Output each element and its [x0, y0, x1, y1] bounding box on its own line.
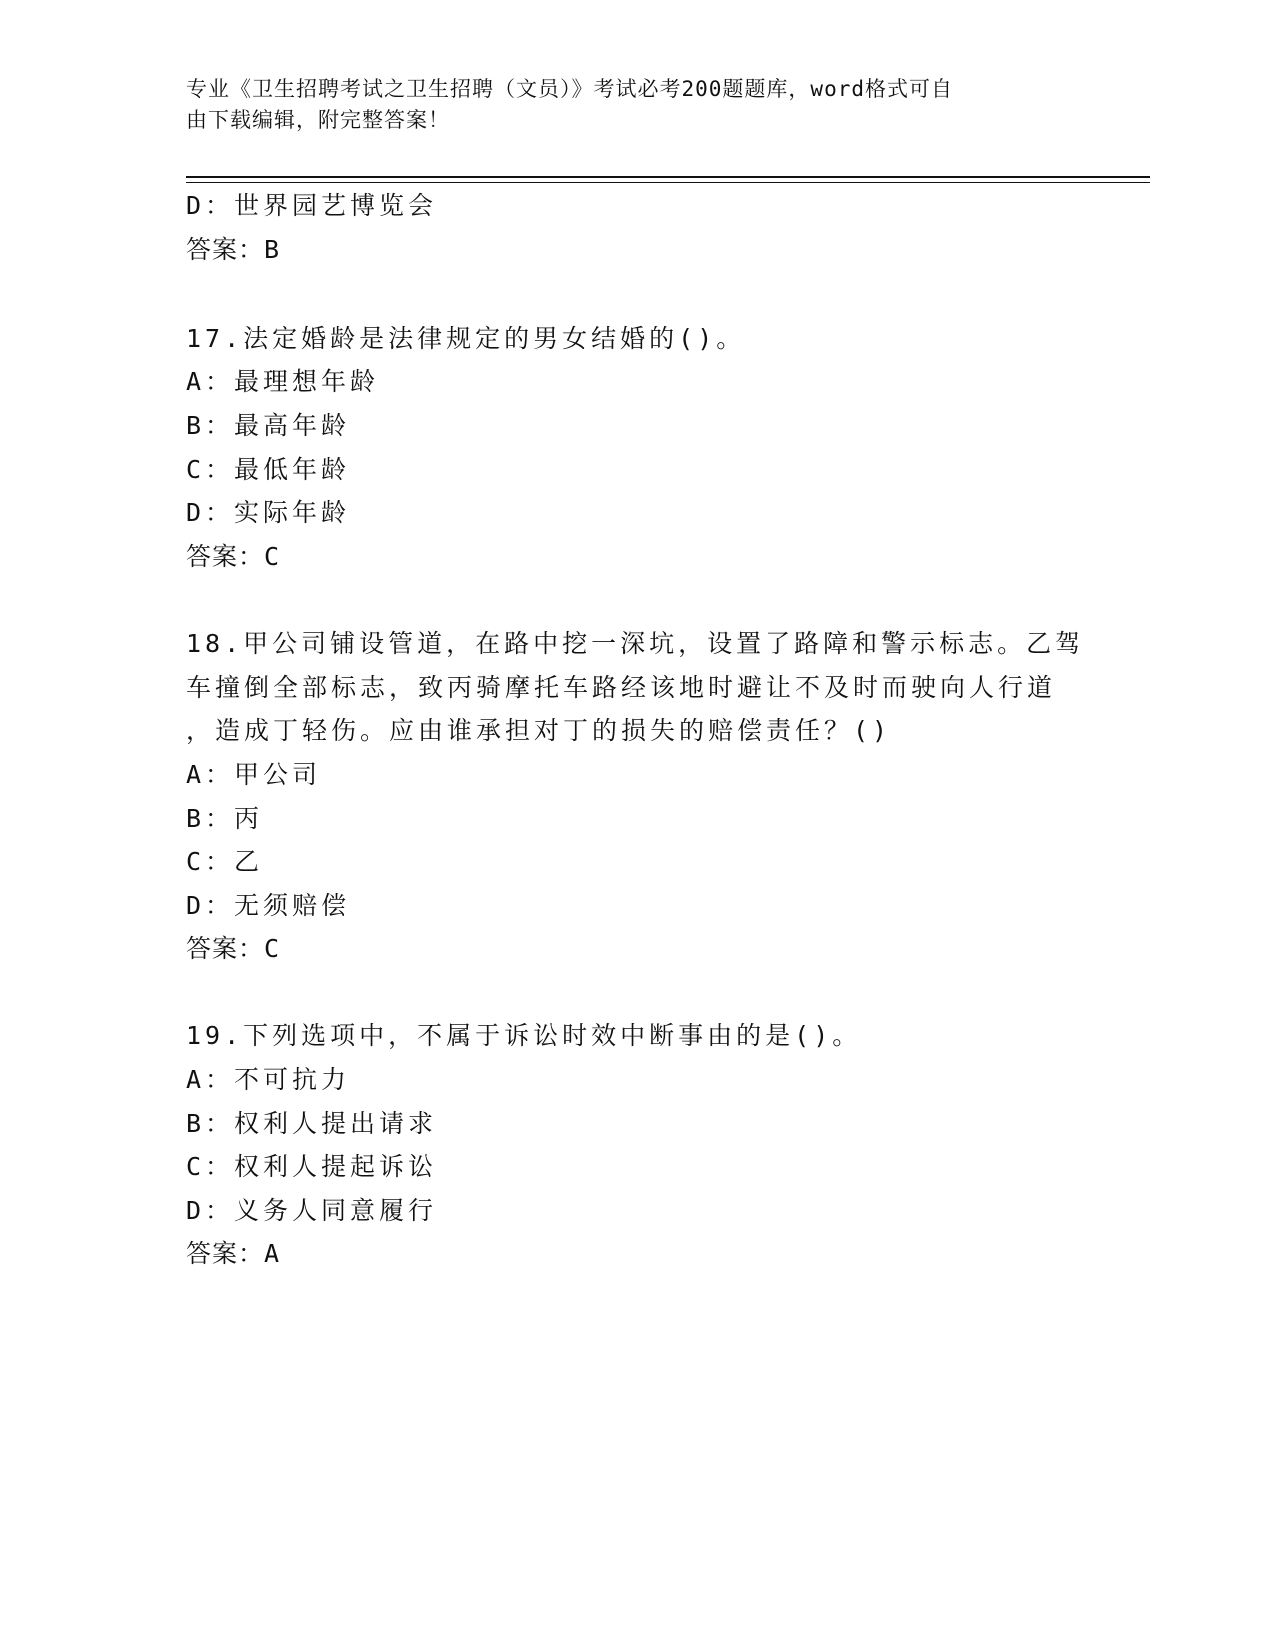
q19-option-d: D：义务人同意履行 — [186, 1196, 438, 1225]
q17-stem: 17.法定婚龄是法律规定的男女结婚的()。 — [186, 324, 746, 353]
q17-option-d: D：实际年龄 — [186, 498, 351, 527]
q18-option-c: C：乙 — [186, 847, 264, 876]
prev-option-d: D：世界园艺博览会 — [186, 191, 438, 220]
header-divider-thin — [186, 182, 1150, 183]
q17-answer: 答案：C — [186, 542, 281, 571]
q19-option-c: C：权利人提起诉讼 — [186, 1152, 438, 1181]
document-header — [186, 74, 1066, 136]
q18-stem-line-1: 18.甲公司铺设管道，在路中挖一深坑，设置了路障和警示标志。乙驾 — [186, 629, 1085, 658]
header-divider-thick — [186, 176, 1150, 178]
q18-answer: 答案：C — [186, 934, 281, 963]
q19-answer: 答案：A — [186, 1239, 281, 1268]
q18-option-a: A：甲公司 — [186, 760, 322, 789]
q18-option-d: D：无须赔偿 — [186, 891, 351, 920]
q17-option-c: C：最低年龄 — [186, 455, 351, 484]
q19-option-b: B：权利人提出请求 — [186, 1109, 438, 1138]
q18-option-b: B：丙 — [186, 804, 264, 833]
prev-answer: 答案：B — [186, 235, 281, 264]
header-line-2: 由下载编辑，附完整答案！ — [186, 108, 450, 132]
q17-option-a: A：最理想年龄 — [186, 367, 380, 396]
header-line-1: 专业《卫生招聘考试之卫生招聘（文员）》考试必考200题题库，word格式可自 — [186, 77, 953, 101]
q19-stem: 19.下列选项中，不属于诉讼时效中断事由的是()。 — [186, 1021, 862, 1050]
q18-stem-line-3: ，造成丁轻伤。应由谁承担对丁的损失的赔偿责任？() — [186, 716, 892, 745]
q19-option-a: A：不可抗力 — [186, 1065, 351, 1094]
q18-stem-line-2: 车撞倒全部标志，致丙骑摩托车路经该地时避让不及时而驶向人行道 — [186, 673, 1057, 702]
q17-option-b: B：最高年龄 — [186, 411, 351, 440]
